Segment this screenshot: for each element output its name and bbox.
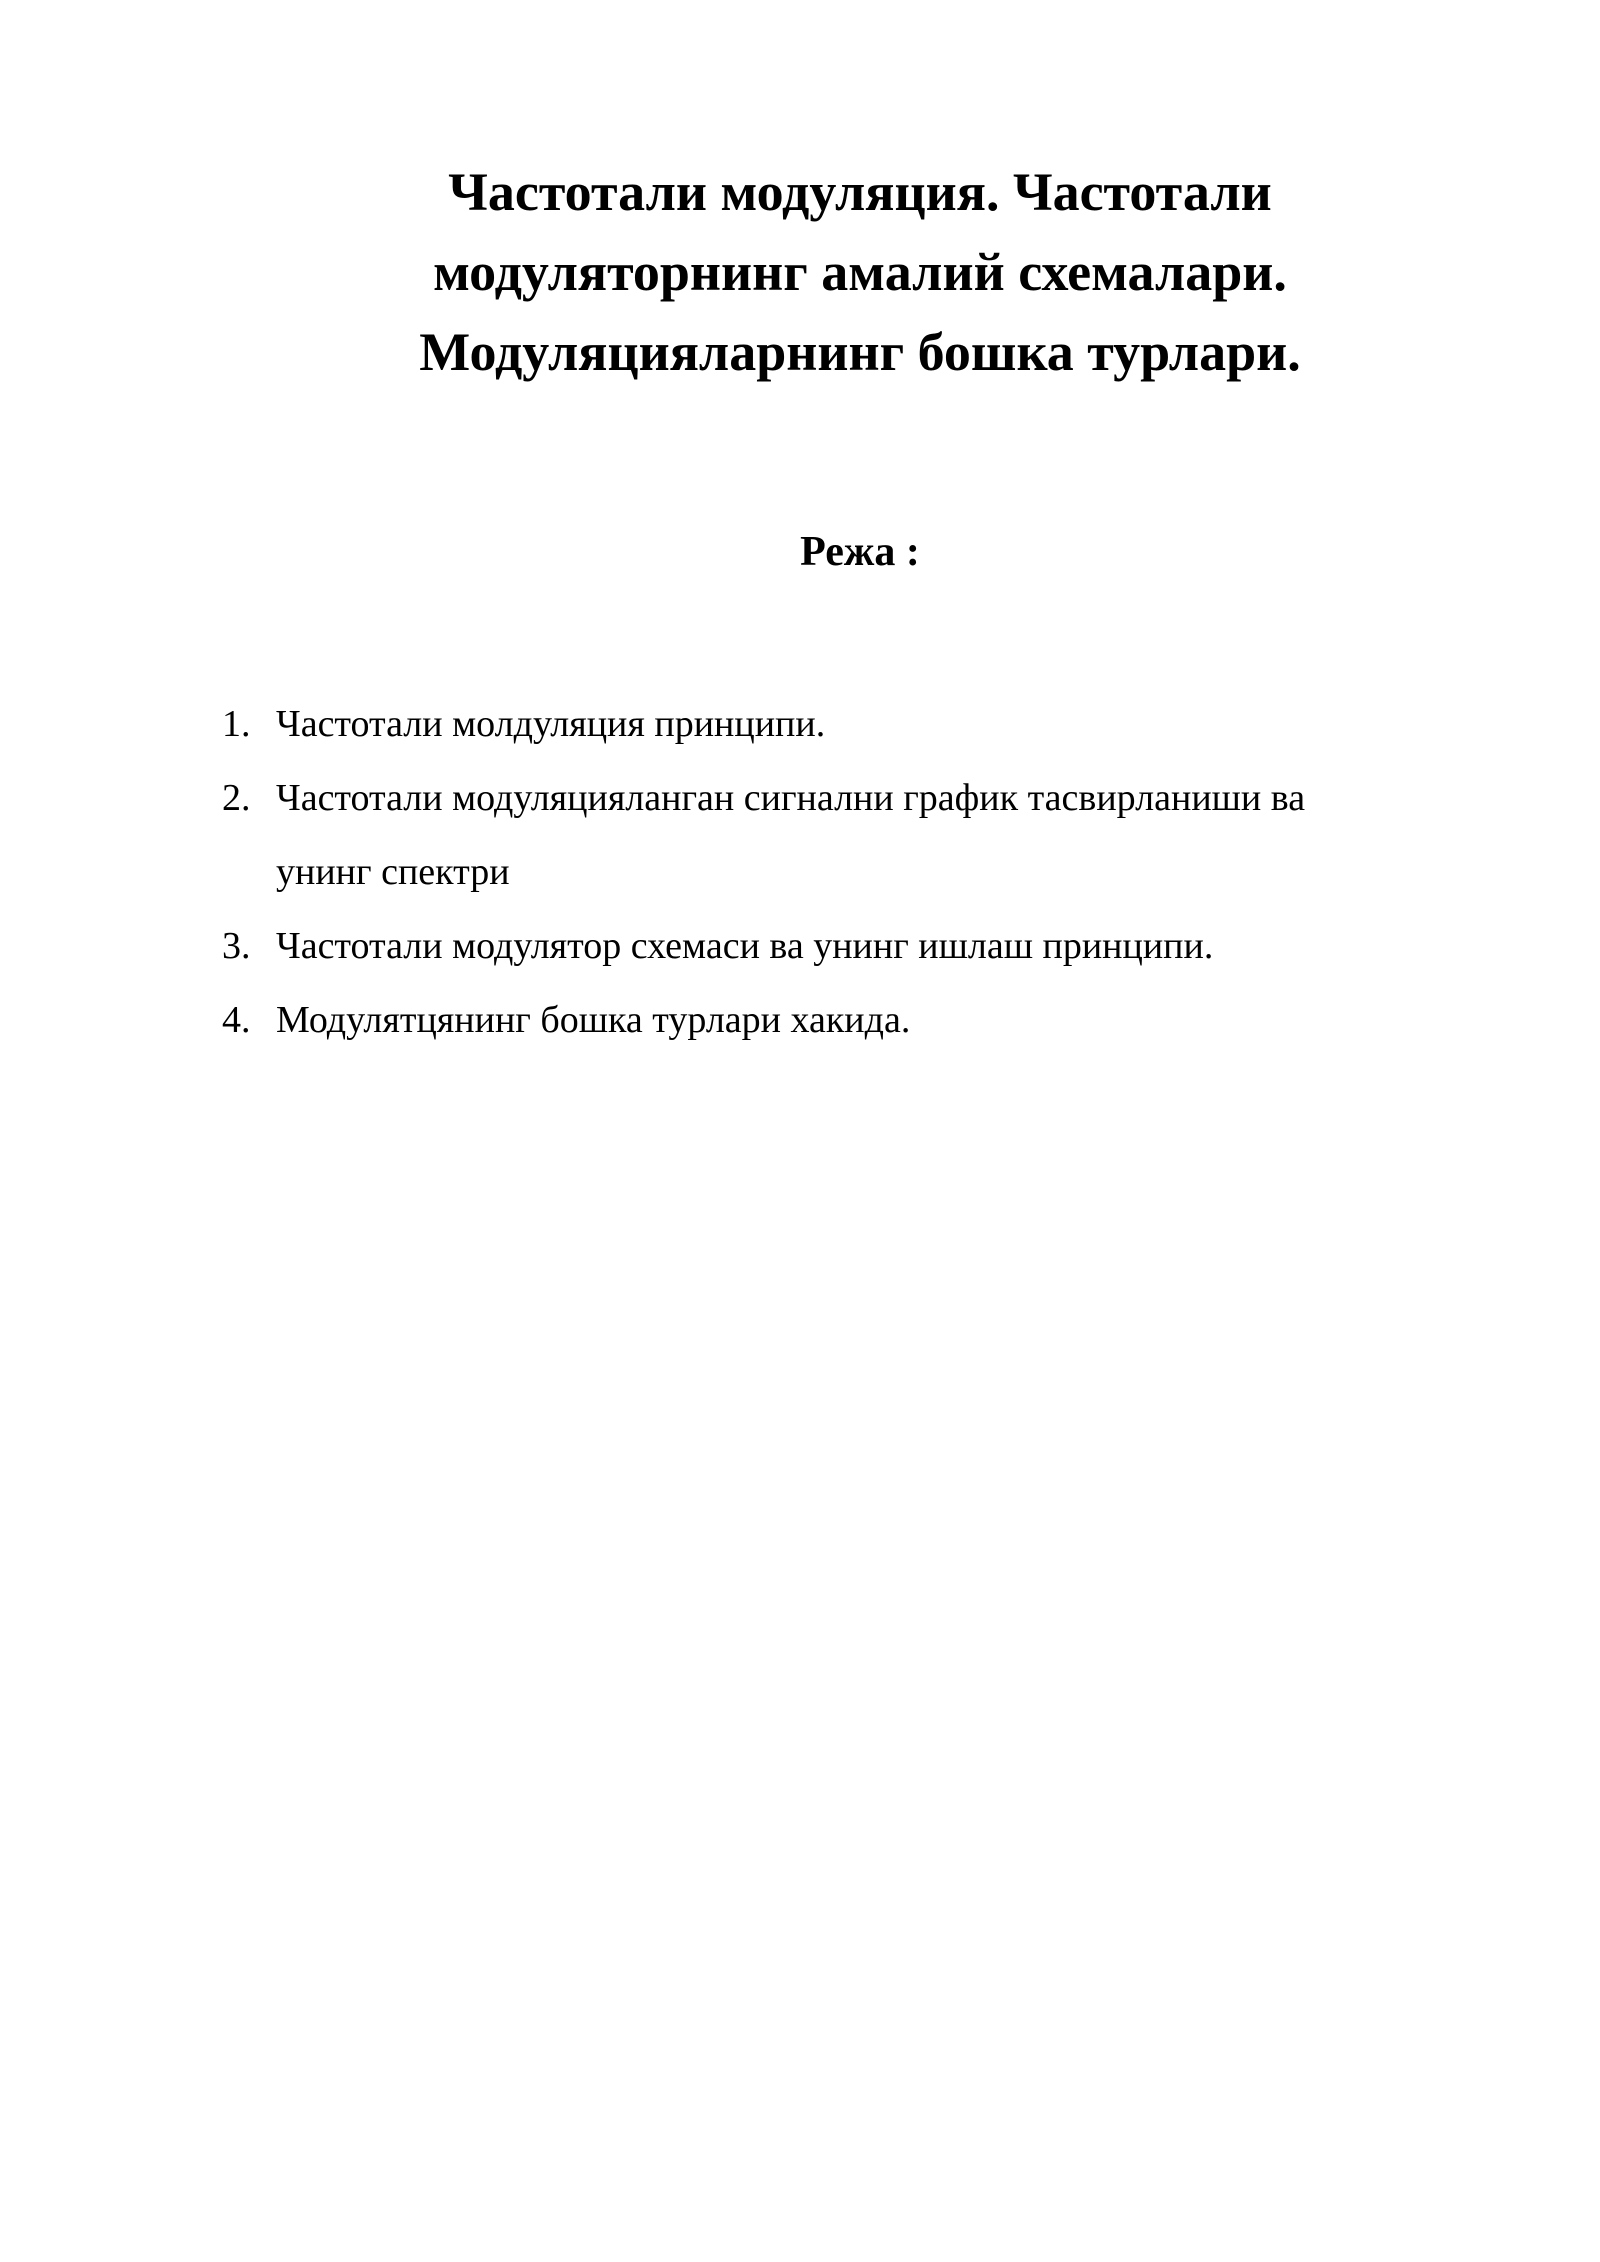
- plan-item-text: [276, 761, 1482, 909]
- plan-item-4: [222, 983, 1482, 1057]
- plan-item-line: Частотали модулятор схемаси ва унинг ишлаш принципи.: [276, 925, 1214, 967]
- plan-heading: Режа :: [800, 529, 920, 575]
- title-line-1: Частотали модуляция. Частотали: [448, 162, 1272, 222]
- plan-item-text: [276, 687, 1482, 761]
- plan-item-number: 3.: [222, 925, 251, 967]
- plan-list: [222, 687, 1482, 1057]
- plan-item-text: [276, 909, 1482, 983]
- title-line-2: модуляторнинг амалий схемалари.: [433, 242, 1287, 302]
- plan-item-line: Частотали модуляцияланган сигнални график тасвирланиши ва: [276, 777, 1306, 819]
- plan-item-number: 2.: [222, 777, 251, 819]
- plan-item-number: 1.: [222, 703, 251, 745]
- title-line-3: Модуляцияларнинг бошка турлари.: [419, 322, 1301, 382]
- plan-item-line: Модулятцянинг бошка турлари хакида.: [276, 999, 911, 1041]
- plan-item-2: [222, 761, 1482, 909]
- plan-item-line: унинг спектри: [276, 851, 510, 893]
- plan-item-line: Частотали молдуляция принципи.: [276, 703, 826, 745]
- plan-item-text: [276, 983, 1482, 1057]
- document-title: [300, 152, 1420, 392]
- plan-item-number: 4.: [222, 999, 251, 1041]
- plan-item-3: [222, 909, 1482, 983]
- plan-item-1: [222, 687, 1482, 761]
